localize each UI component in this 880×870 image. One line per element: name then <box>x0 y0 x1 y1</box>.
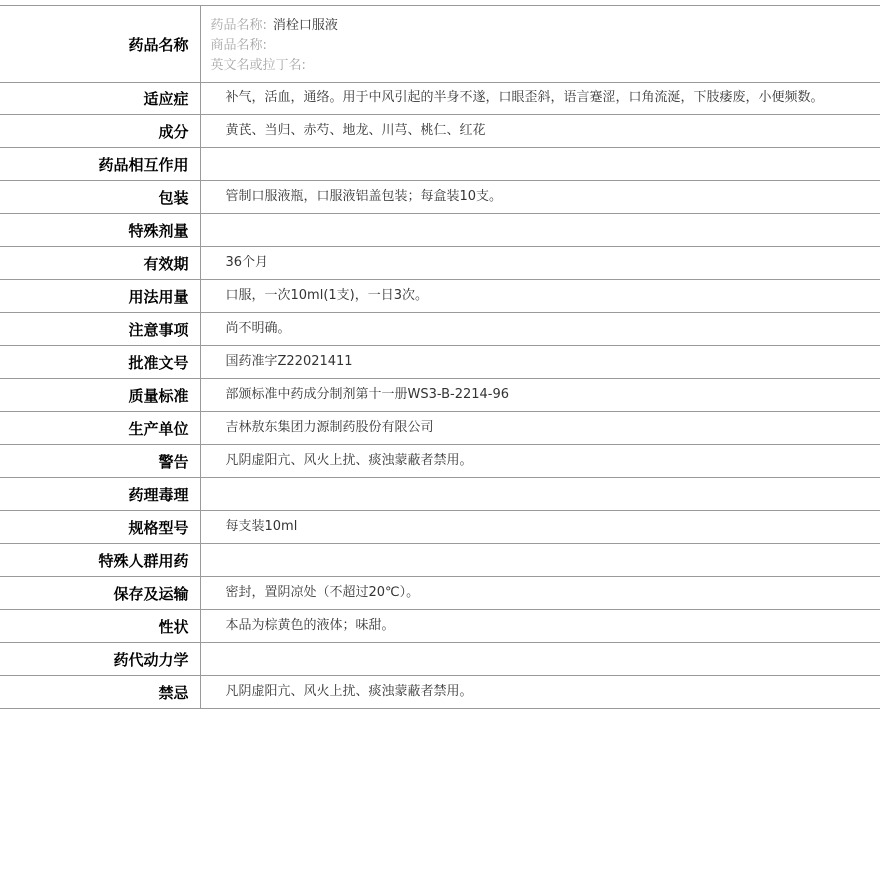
drug-name-cell <box>200 6 880 83</box>
row-label: 药理毒理 <box>0 478 200 511</box>
table-row-indications <box>0 83 880 115</box>
row-value: 补气，活血，通络。用于中风引起的半身不遂，口眼歪斜，语言蹇涩，口角流涎，下肢痿废，小便频数。 <box>225 89 824 105</box>
row-value <box>200 544 880 577</box>
table-row-description <box>0 610 880 643</box>
row-value: 吉林敖东集团力源制药股份有限公司 <box>225 420 434 435</box>
english-name-key: 英文名或拉丁名: <box>210 58 306 73</box>
drug-info-table <box>0 5 880 709</box>
row-label: 用法用量 <box>0 280 200 313</box>
row-label: 特殊剂量 <box>0 214 200 247</box>
row-label: 质量标准 <box>0 379 200 412</box>
row-label-drug-name: 药品名称 <box>0 6 200 83</box>
table-row-dosage <box>0 280 880 313</box>
row-value: 国药准字Z22021411 <box>225 354 353 369</box>
row-label: 包装 <box>0 181 200 214</box>
row-label: 性状 <box>0 610 200 643</box>
row-label: 生产单位 <box>0 412 200 445</box>
table-row-quality-standard <box>0 379 880 412</box>
table-row-ingredients <box>0 115 880 148</box>
row-label: 药品相互作用 <box>0 148 200 181</box>
row-value: 部颁标准中药成分制剂第十一册WS3-B-2214-96 <box>225 387 510 402</box>
table-row-interactions <box>0 148 880 181</box>
table-row-drug-name <box>0 6 880 83</box>
row-label: 禁忌 <box>0 676 200 709</box>
table-row-shelf-life <box>0 247 880 280</box>
row-value: 密封，置阴凉处（不超过20℃）。 <box>225 585 420 600</box>
row-value <box>200 148 880 181</box>
row-value: 黄芪、当归、赤芍、地龙、川芎、桃仁、红花 <box>225 123 486 138</box>
table-row-special-populations <box>0 544 880 577</box>
table-row-storage <box>0 577 880 610</box>
row-value: 每支装10ml <box>225 519 298 534</box>
drug-name-line <box>211 16 861 36</box>
table-row-pharmacokinetics <box>0 643 880 676</box>
row-label: 注意事项 <box>0 313 200 346</box>
row-label: 保存及运输 <box>0 577 200 610</box>
row-label: 药代动力学 <box>0 643 200 676</box>
table-row-approval-number <box>0 346 880 379</box>
table-row-warning <box>0 445 880 478</box>
table-row-contraindications <box>0 676 880 709</box>
row-label: 适应症 <box>0 83 200 115</box>
table-row-precautions <box>0 313 880 346</box>
row-value: 口服，一次10ml(1支)，一日3次。 <box>225 288 429 303</box>
row-label: 成分 <box>0 115 200 148</box>
row-value: 尚不明确。 <box>225 321 291 336</box>
drug-name-value: 消栓口服液 <box>272 18 338 33</box>
table-row-specification <box>0 511 880 544</box>
row-value <box>200 478 880 511</box>
table-row-packaging <box>0 181 880 214</box>
table-row-pharmacology <box>0 478 880 511</box>
row-value: 本品为棕黄色的液体；味甜。 <box>225 618 395 633</box>
row-label: 批准文号 <box>0 346 200 379</box>
row-label: 规格型号 <box>0 511 200 544</box>
row-value: 管制口服液瓶，口服液铝盖包装；每盒装10支。 <box>225 189 503 204</box>
trade-name-line <box>211 36 861 56</box>
table-row-manufacturer <box>0 412 880 445</box>
row-value <box>200 214 880 247</box>
row-value <box>200 643 880 676</box>
trade-name-key: 商品名称: <box>210 38 267 53</box>
drug-name-key: 药品名称: <box>210 18 267 33</box>
row-value: 凡阴虚阳亢、风火上扰、痰浊蒙蔽者禁用。 <box>225 453 473 468</box>
row-label: 有效期 <box>0 247 200 280</box>
row-label: 警告 <box>0 445 200 478</box>
table-row-special-dosage <box>0 214 880 247</box>
row-value: 36个月 <box>225 255 269 270</box>
row-value: 凡阴虚阳亢、风火上扰、痰浊蒙蔽者禁用。 <box>225 684 473 699</box>
row-label: 特殊人群用药 <box>0 544 200 577</box>
english-name-line <box>211 56 861 76</box>
